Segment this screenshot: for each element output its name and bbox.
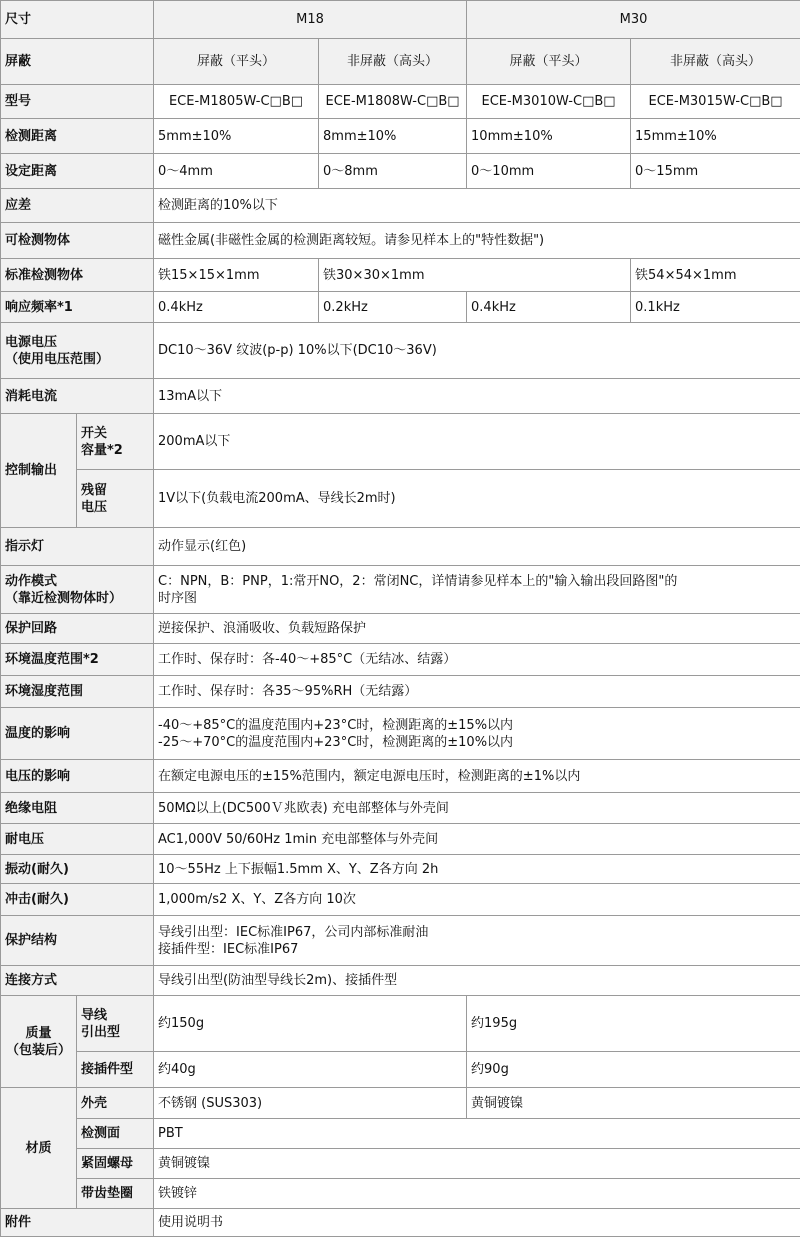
mass-connector-value: 约40g — [154, 1052, 467, 1088]
shield-m30-flat: 屏蔽（平头） — [467, 39, 631, 85]
mass-lead-label-line1: 导线 — [81, 1007, 108, 1023]
mass-label-line1: 质量 — [25, 1025, 52, 1041]
detect-distance-label: 检测距离 — [1, 119, 154, 154]
temperature-influence-line1: -40～+85°C的温度范围内+23°C时，检测距离的±15%以内 — [158, 717, 514, 733]
material-face-value: PBT — [154, 1119, 800, 1149]
mass-lead-label-line2: 引出型 — [81, 1024, 121, 1040]
mass-lead-label — [77, 996, 154, 1052]
shock-label: 冲击(耐久) — [1, 884, 154, 916]
protection-structure-line2: 接插件型：IEC标准IP67 — [158, 941, 299, 957]
standard-object-label: 标准检测物体 — [1, 259, 154, 292]
ambient-humidity-value: 工作时、保存时：各35～95%RH（无结露） — [154, 676, 800, 708]
shield-label: 屏蔽 — [1, 39, 154, 85]
response-frequency-label: 响应频率*1 — [1, 292, 154, 323]
model-label: 型号 — [1, 85, 154, 119]
detect-distance-value: 8mm±10% — [319, 119, 467, 154]
detect-distance-value: 15mm±10% — [631, 119, 800, 154]
connection-label: 连接方式 — [1, 966, 154, 996]
row-voltage-influence — [1, 760, 800, 793]
supply-voltage-label-line1: 电源电压 — [5, 334, 58, 350]
current-label: 消耗电流 — [1, 379, 154, 414]
insulation-value: 50MΩ以上(DC500Ｖ兆欧表) 充电部整体与外壳间 — [154, 793, 800, 824]
row-supply-voltage — [1, 323, 800, 379]
row-accessory — [1, 1209, 800, 1237]
row-withstand-voltage — [1, 824, 800, 855]
row-material-face — [1, 1119, 800, 1149]
set-distance-value: 0～8mm — [319, 154, 467, 189]
mass-lead-value: 约195g — [467, 996, 800, 1052]
operation-mode-label-line1: 动作模式 — [5, 573, 58, 589]
temperature-influence-value — [154, 708, 800, 760]
response-frequency-value: 0.2kHz — [319, 292, 467, 323]
set-distance-label: 设定距离 — [1, 154, 154, 189]
operation-mode-value-line1: C：NPN，B：PNP，1:常开NO，2：常闭NC，详情请参见样本上的"输入输出段回路图"的 — [158, 573, 678, 589]
switch-capacity-label-line2: 容量*2 — [81, 442, 123, 458]
residual-voltage-label — [77, 470, 154, 528]
ambient-temperature-label: 环境温度范围*2 — [1, 644, 154, 676]
detect-distance-value: 10mm±10% — [467, 119, 631, 154]
mass-lead-value: 约150g — [154, 996, 467, 1052]
row-control-output-switch — [1, 414, 800, 470]
row-connection — [1, 966, 800, 996]
model-cell: ECE-M1805W-C□B□ — [154, 85, 319, 119]
set-distance-value: 0～4mm — [154, 154, 319, 189]
withstand-voltage-value: AC1,000V 50/60Hz 1min 充电部整体与外壳间 — [154, 824, 800, 855]
protection-structure-value — [154, 916, 800, 966]
protection-structure-line1: 导线引出型：IEC标准IP67，公司内部标准耐油 — [158, 924, 429, 940]
row-mass-connector — [1, 1052, 800, 1088]
row-temperature-influence — [1, 708, 800, 760]
row-shock — [1, 884, 800, 916]
row-control-output-residual — [1, 470, 800, 528]
row-response-frequency — [1, 292, 800, 323]
row-model — [1, 85, 800, 119]
shield-m18-high: 非屏蔽（高头） — [319, 39, 467, 85]
response-frequency-value: 0.4kHz — [154, 292, 319, 323]
row-current — [1, 379, 800, 414]
indicator-value: 动作显示(红色) — [154, 528, 800, 566]
standard-object-value: 铁15×15×1mm — [154, 259, 319, 292]
hysteresis-value: 检测距离的10%以下 — [154, 189, 800, 223]
response-frequency-value: 0.4kHz — [467, 292, 631, 323]
row-size — [1, 1, 800, 39]
voltage-influence-value: 在额定电源电压的±15%范围内，额定电源电压时，检测距离的±1%以内 — [154, 760, 800, 793]
supply-voltage-value: DC10～36V 纹波(p-p) 10%以下(DC10～36V) — [154, 323, 800, 379]
row-protection-structure — [1, 916, 800, 966]
operation-mode-label — [1, 566, 154, 614]
material-case-label: 外壳 — [77, 1088, 154, 1119]
standard-object-value: 铁54×54×1mm — [631, 259, 800, 292]
switch-capacity-label-line1: 开关 — [81, 425, 108, 441]
material-washer-value: 铁镀锌 — [154, 1179, 800, 1209]
model-cell: ECE-M1808W-C□B□ — [319, 85, 467, 119]
residual-voltage-label-line2: 电压 — [81, 499, 108, 515]
vibration-label: 振动(耐久) — [1, 855, 154, 884]
row-standard-object — [1, 259, 800, 292]
control-output-label: 控制输出 — [1, 414, 77, 528]
row-protection-circuit — [1, 614, 800, 644]
row-set-distance — [1, 154, 800, 189]
material-case-value: 黄铜镀镍 — [467, 1088, 800, 1119]
row-shield — [1, 39, 800, 85]
response-frequency-value: 0.1kHz — [631, 292, 800, 323]
material-label: 材质 — [1, 1088, 77, 1209]
supply-voltage-label-line2: （使用电压范围） — [5, 351, 110, 367]
switch-capacity-label — [77, 414, 154, 470]
material-nut-label: 紧固螺母 — [77, 1149, 154, 1179]
detectable-object-value: 磁性金属(非磁性金属的检测距离较短。请参见样本上的"特性数据") — [154, 223, 800, 259]
material-face-label: 检测面 — [77, 1119, 154, 1149]
ambient-temperature-value: 工作时、保存时：各-40～+85°C（无结冰、结露） — [154, 644, 800, 676]
row-insulation — [1, 793, 800, 824]
set-distance-value: 0～10mm — [467, 154, 631, 189]
detectable-object-label: 可检测物体 — [1, 223, 154, 259]
shield-m18-flat: 屏蔽（平头） — [154, 39, 319, 85]
size-m30: M30 — [467, 1, 800, 39]
accessory-label: 附件 — [1, 1209, 154, 1237]
hysteresis-label: 应差 — [1, 189, 154, 223]
indicator-label: 指示灯 — [1, 528, 154, 566]
size-m18: M18 — [154, 1, 467, 39]
temperature-influence-label: 温度的影响 — [1, 708, 154, 760]
row-indicator — [1, 528, 800, 566]
residual-voltage-label-line1: 残留 — [81, 482, 108, 498]
switch-capacity-value: 200mA以下 — [154, 414, 800, 470]
detect-distance-value: 5mm±10% — [154, 119, 319, 154]
mass-connector-label: 接插件型 — [77, 1052, 154, 1088]
row-hysteresis — [1, 189, 800, 223]
size-label: 尺寸 — [1, 1, 154, 39]
operation-mode-value-line2: 时序图 — [158, 590, 198, 606]
shield-m30-high: 非屏蔽（高头） — [631, 39, 800, 85]
row-material-case — [1, 1088, 800, 1119]
residual-voltage-value: 1V以下(负载电流200mA、导线长2m时) — [154, 470, 800, 528]
operation-mode-label-line2: （靠近检测物体时） — [5, 590, 123, 606]
row-detect-distance — [1, 119, 800, 154]
row-ambient-humidity — [1, 676, 800, 708]
mass-connector-value: 约90g — [467, 1052, 800, 1088]
row-detectable-object — [1, 223, 800, 259]
mass-label-line2: （包装后） — [5, 1042, 71, 1058]
row-mass-lead — [1, 996, 800, 1052]
accessory-value: 使用说明书 — [154, 1209, 800, 1237]
standard-object-value: 铁30×30×1mm — [319, 259, 631, 292]
withstand-voltage-label: 耐电压 — [1, 824, 154, 855]
row-material-nut — [1, 1149, 800, 1179]
current-value: 13mA以下 — [154, 379, 800, 414]
model-cell: ECE-M3010W-C□B□ — [467, 85, 631, 119]
row-operation-mode — [1, 566, 800, 614]
protection-structure-label: 保护结构 — [1, 916, 154, 966]
ambient-humidity-label: 环境湿度范围 — [1, 676, 154, 708]
material-nut-value: 黄铜镀镍 — [154, 1149, 800, 1179]
insulation-label: 绝缘电阻 — [1, 793, 154, 824]
row-material-washer — [1, 1179, 800, 1209]
connection-value: 导线引出型(防油型导线长2m)、接插件型 — [154, 966, 800, 996]
supply-voltage-label — [1, 323, 154, 379]
temperature-influence-line2: -25～+70°C的温度范围内+23°C时，检测距离的±10%以内 — [158, 734, 514, 750]
model-cell: ECE-M3015W-C□B□ — [631, 85, 800, 119]
material-washer-label: 带齿垫圈 — [77, 1179, 154, 1209]
material-case-value: 不锈钢 (SUS303) — [154, 1088, 467, 1119]
set-distance-value: 0～15mm — [631, 154, 800, 189]
voltage-influence-label: 电压的影响 — [1, 760, 154, 793]
protection-circuit-label: 保护回路 — [1, 614, 154, 644]
row-ambient-temperature — [1, 644, 800, 676]
row-vibration — [1, 855, 800, 884]
protection-circuit-value: 逆接保护、浪涌吸收、负载短路保护 — [154, 614, 800, 644]
operation-mode-value — [154, 566, 800, 614]
vibration-value: 10～55Hz 上下振幅1.5mm X、Y、Z各方向 2h — [154, 855, 800, 884]
shock-value: 1,000m/s2 X、Y、Z各方向 10次 — [154, 884, 800, 916]
mass-label — [1, 996, 77, 1088]
